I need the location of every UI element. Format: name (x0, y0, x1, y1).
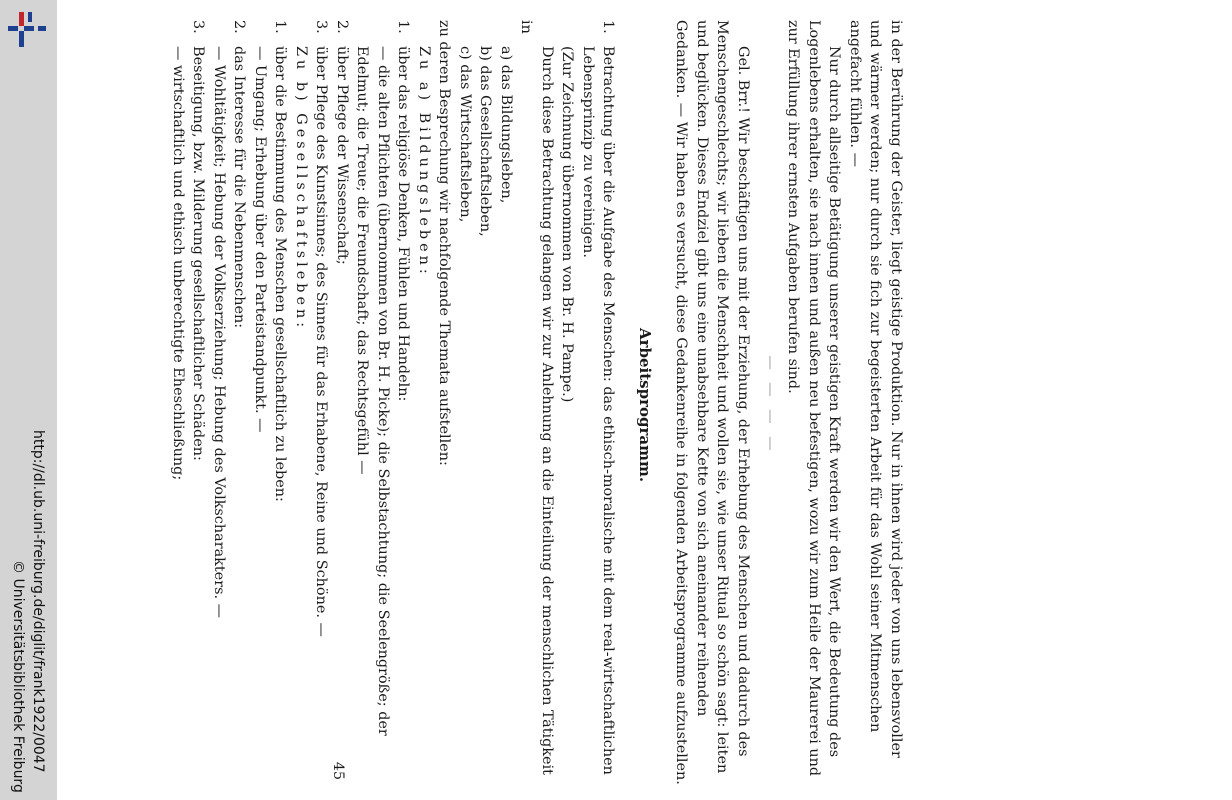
topic-a-1 (393, 20, 414, 790)
scanned-page-area (57, 0, 1232, 800)
item-text: über die Bestimmung des Menschen gesellschaftlich zu leben: (272, 46, 289, 502)
paragraph-2: Nur durch allseitige Betätigung unserer geistigen Kraft werden wir den Wert, die Bedeutung des Logenlebens erhalten, sie nach innen und außen neu befestigen, wozu wir zum Heile der Maurerei und zur Erfüllung ihrer ernsten Aufgaben berufen sind. (785, 20, 843, 777)
paragraph-4: Durch diese Betrachtung gelangen wir zur Anlehnung an die Einteilung der menschlichen Tätigkeit in (518, 20, 555, 775)
item-number: 1. (395, 20, 412, 34)
topic-b-1 (270, 20, 291, 790)
copyright-notice: © Universitätsbibliothek Freiburg (10, 560, 26, 793)
paragraph-3: Gel. Brr.! Wir beschäftigen uns mit der Erziehung, der Erhebung des Menschen und dadurch des Menschengeschlechts; wir lieben die Menschheit und wollen sie, wie unser Ritual so schön sagt: leiten und beglücken. Dieses Endziel gibt uns eine unabsehbare Kette von sich aneinander reihenden Gedanken. — Wir haben es versucht, diese Gedankenreihe in folgenden Arbeitsprogramme aufzustellen. (673, 20, 751, 785)
item-text: Betrachtung über die Aufgabe des Menschen: das ethisch-moralische mit dem real-wirtschaftlichen Lebensprinzip zu vereinigen. (580, 46, 617, 775)
life-area-a: a) das Bildungsleben, (498, 46, 514, 204)
item-number: 1. (600, 20, 617, 34)
item-number: 2. (334, 20, 350, 34)
item-detail: — wirtschaftlich und ethisch unberechtigte Eheschließung; (170, 46, 186, 481)
item-text: das Interesse für die Nebenmenschen: (231, 46, 248, 329)
item-text: über das religiöse Denken, Fühlen und Handeln: (395, 46, 412, 402)
section-separator: — — — — (762, 355, 778, 455)
topic-a-2 (332, 20, 353, 790)
topic-b-2 (229, 20, 250, 790)
page-number: 45 (330, 761, 347, 780)
permalink-url[interactable]: http://dl.ub.uni-freiburg.de/diglit/frank1922/0047 (30, 430, 46, 773)
paragraph-5: zu deren Besprechung wir nachfolgende Themata aufstellen: (436, 20, 453, 466)
subsection-title-b: Zu b) Gesellschaftsleben: (293, 46, 309, 332)
program-item-1 (578, 20, 619, 790)
document-page (170, 0, 912, 800)
item-text: Beseitigung, bzw. Milderung gesellschaftlicher Schäden: (190, 46, 207, 461)
item-detail: — die alten Pflichten (übernommen von Br. H. Picke); die Selbstachtung; die Seelengröße; der Edelmut; die Treue; die Freundschaft; das Rechtsgefühl — (354, 46, 391, 736)
life-area-c: c) das Wirtschaftsleben, (457, 46, 473, 223)
item-text: über Pflege der Wissenschaft; (334, 46, 350, 265)
item-detail: — Wohltätigkeit; Hebung der Volkserziehung; Hebung des Volkscharakters. — (211, 46, 227, 618)
item-detail: — Umgang; Erhebung über den Parteistandpunkt. — (252, 46, 268, 433)
item-number: 1. (272, 20, 289, 34)
paragraph-1: in der Berührung der Geister, liegt geistige Produktion. Nur in ihnen wird jeder von uns lebensvoller und wärmer werden; nur durch sie fich zur begeisterten Arbeit für das Wohl seiner Mitmenschen angefacht fühlen. — (847, 20, 904, 758)
subsection-title-a: Zu a) Bildungsleben: (416, 46, 432, 278)
section-heading: Arbeitsprogramm. (636, 327, 654, 483)
item-text: über Pflege des Kunstsinnes; des Sinnes für das Erhabene, Reine und Schöne. — (313, 46, 330, 637)
item-number: 2. (231, 20, 248, 34)
library-logo-icon (4, 10, 48, 50)
life-area-b: b) das Gesellschaftsleben, (477, 46, 494, 237)
item-note: (Zur Zeichnung übernommen von Br. H. Pampe.) (559, 46, 576, 403)
topic-a-3 (311, 20, 332, 790)
viewer-sidebar (0, 0, 57, 800)
item-number: 3. (313, 20, 330, 34)
item-number: 3. (190, 20, 207, 34)
topic-b-3 (188, 20, 209, 790)
